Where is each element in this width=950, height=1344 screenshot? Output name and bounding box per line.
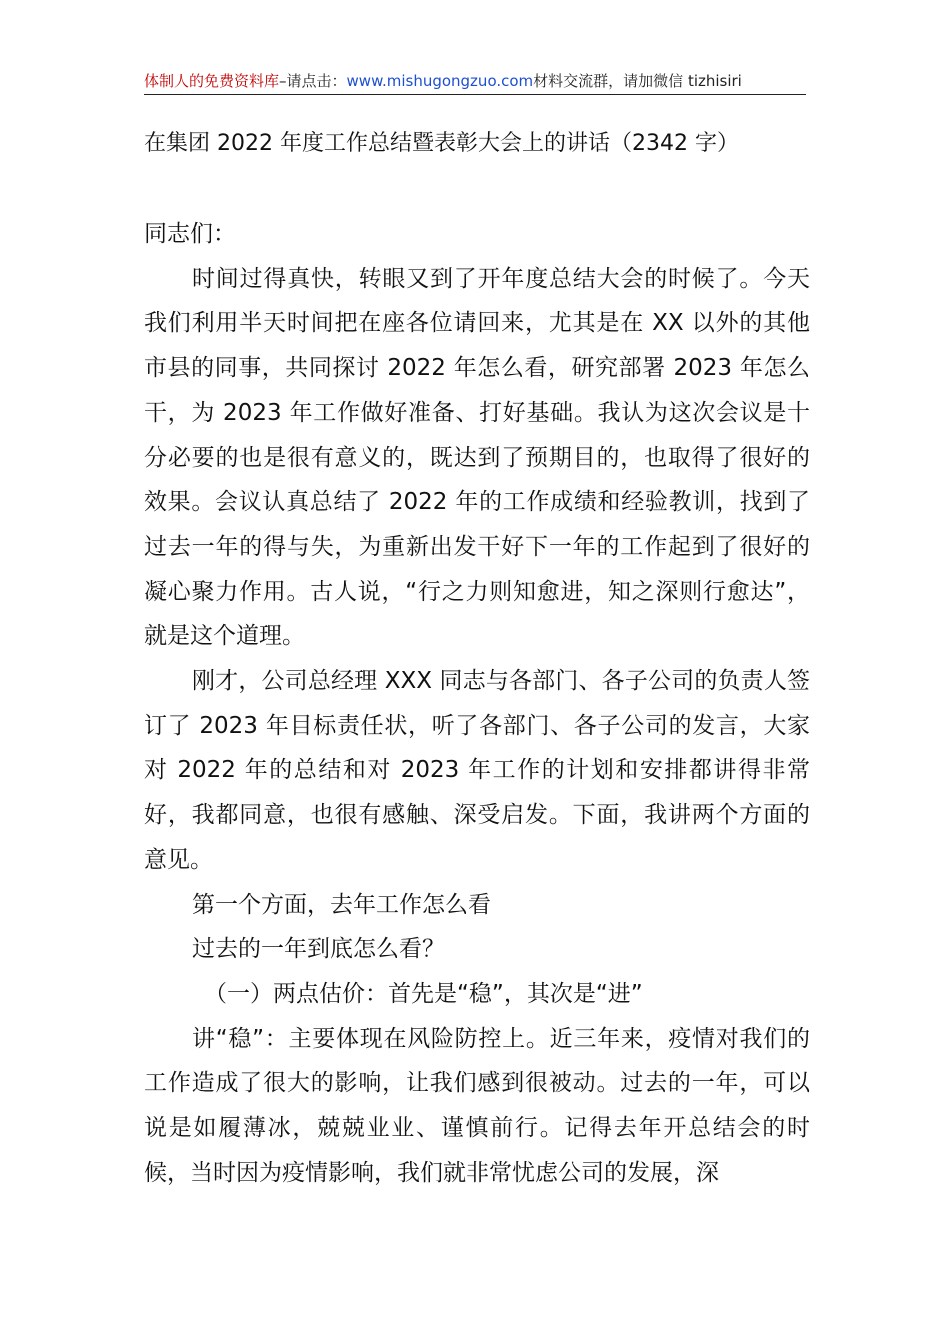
header-wechat-note: 材料交流群，请加微信 tizhisiri	[533, 72, 742, 90]
paragraph-intro: 时间过得真快，转眼又到了开年度总结大会的时候了。今天我们利用半天时间把在座各位请回来，尤其是在 XX 以外的其他市县的同事，共同探讨 2022 年怎么看，研究部署 2023 年怎么干，为 2023 年工作做好准备、打好基础。我认为这次会议是十分必要的也是很有意义的，既达到了预期目的，也取得了很好的效果。会议认真总结了 2022 年的工作成绩和经验教训，找到了过去一年的得与失，为重新出发干好下一年的工作起到了很好的凝心聚力作用。古人说，“行之力则知愈进，知之深则行愈达”，就是这个道理。	[144, 265, 810, 650]
paragraph-targets: 刚才，公司总经理 XXX 同志与各部门、各子公司的负责人签订了 2023 年目标责任状，听了各部门、各子公司的发言，大家对 2022 年的总结和对 2023 年工作的计划和安排都讲得非常好，我都同意，也很有感触、深受启发。下面，我讲两个方面的意见。	[144, 668, 810, 873]
header-brand: 体制人的免费资料库	[144, 72, 280, 90]
subsection-heading-1: （一）两点估价：首先是“稳”，其次是“进”	[204, 980, 643, 1007]
header-prompt: –请点击：	[279, 72, 347, 90]
document-title: 在集团 2022 年度工作总结暨表彰大会上的讲话（2342 字）	[144, 131, 739, 156]
header-website-link[interactable]: www.mishugongzuo.com	[346, 72, 534, 90]
salutation: 同志们：	[144, 221, 236, 247]
page-header	[144, 68, 806, 95]
paragraph-stability: 讲“稳”：主要体现在风险防控上。近三年来，疫情对我们的工作造成了很大的影响，让我们感到很被动。过去的一年，可以说是如履薄冰，兢兢业业、谨慎前行。记得去年开总结会的时候，当时因为疫情影响，我们就非常忧虑公司的发展，深	[144, 1025, 810, 1186]
section-heading-1: 第一个方面，去年工作怎么看	[192, 891, 491, 918]
section-question: 过去的一年到底怎么看？	[192, 936, 445, 963]
document-body	[144, 212, 810, 1195]
